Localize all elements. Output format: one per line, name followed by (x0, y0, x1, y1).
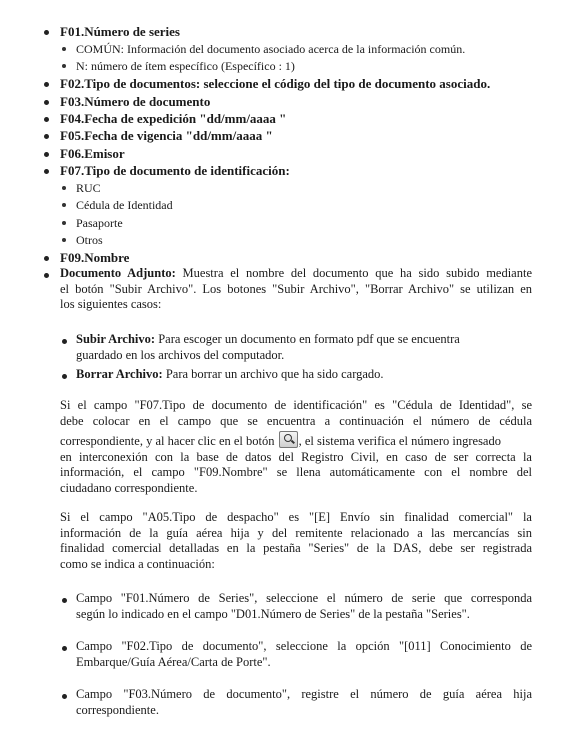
paragraph-line: ciudadano correspondiente. (60, 480, 198, 495)
paragraph-line: , el sistema verifica el número ingresado (298, 434, 501, 448)
item-label: Borrar Archivo: (76, 367, 163, 381)
field-label: F03.Número de documento (60, 94, 211, 109)
bullet-icon (62, 374, 67, 379)
campo-text: correspondiente. (76, 702, 159, 717)
paragraph-despacho (60, 510, 532, 572)
field-label: F06.Emisor (60, 146, 125, 161)
sub-bullet-icon (62, 186, 66, 190)
paragraph-line: correspondiente, y al hacer clic en el botón (60, 434, 275, 448)
field-label: F07.Tipo de documento de identificación: (60, 163, 290, 178)
bullet-icon (44, 273, 49, 278)
campo-paragraph (76, 687, 532, 718)
sub-bullet-icon (62, 238, 66, 242)
bullet-icon (44, 256, 49, 261)
bullet-icon (44, 82, 49, 87)
item-text: guardado en los archivos del computador. (76, 347, 285, 362)
campo-paragraph (76, 639, 532, 670)
bullet-icon (62, 646, 67, 651)
search-button[interactable] (279, 431, 298, 448)
field-label: F09.Nombre (60, 250, 130, 265)
field-label: F05.Fecha de vigencia "dd/mm/aaaa " (60, 128, 273, 143)
field-label: F01.Número de series (60, 24, 180, 39)
paragraph-line: información de la guía aérea hija y del remitente relacionado a las mercancías sin (60, 525, 532, 540)
bullet-icon (44, 134, 49, 139)
option-text: Pasaporte (76, 216, 123, 230)
adjunto-text: el botón "Subir Archivo". Los botones "Subir Archivo", "Borrar Archivo" se utilizan en (60, 281, 532, 296)
paragraph-line: debe colocar en el campo que se encuentra a continuación el número de cédula (60, 413, 532, 428)
bullet-icon (44, 30, 49, 35)
bullet-icon (44, 117, 49, 122)
paragraph-line: Si el campo "A05.Tipo de despacho" es "[E] Envío sin finalidad comercial" la (60, 510, 532, 524)
sub-bullet-icon (62, 203, 66, 207)
sub-paragraph (76, 332, 532, 363)
paragraph-line: finalidad comercial detalladas en la pestaña "Series" de la DAS, debe ser registrada (60, 541, 532, 555)
sub-item-text: N: número de ítem específico (Específico : 1) (76, 59, 295, 73)
item-label: Subir Archivo: (76, 332, 156, 346)
sub-bullet-icon (62, 64, 66, 68)
campo-text: según lo indicado en el campo "D01.Número de Series" de la pestaña "Series". (76, 606, 470, 621)
sub-bullet-icon (62, 221, 66, 225)
bullet-icon (44, 169, 49, 174)
paragraph-line: en interconexión con la base de datos del Registro Civil, en caso de ser correcta la (60, 449, 532, 464)
item-text: Para escoger un documento en formato pdf que se encuentra (158, 332, 460, 346)
paragraph-cedula (60, 398, 532, 496)
campo-text: Campo "F03.Número de documento", registre el número de guía aérea hija (76, 687, 532, 701)
sub-bullet-icon (62, 47, 66, 51)
bullet-icon (62, 339, 67, 344)
sub-item-text: COMÚN: Información del documento asociado acerca de la información común. (76, 42, 466, 56)
bullet-icon (62, 694, 67, 699)
sub-paragraph (76, 367, 532, 383)
campo-paragraph (76, 591, 532, 622)
field-label: F02.Tipo de documentos: seleccione el código del tipo de documento asociado. (60, 76, 491, 91)
paragraph-line: información, el campo "F09.Nombre" se llena automáticamente con el nombre del (60, 465, 532, 479)
adjunto-text: los siguientes casos: (60, 297, 162, 311)
bullet-icon (62, 598, 67, 603)
paragraph-line: como se indica a continuación: (60, 556, 215, 571)
option-text: RUC (76, 181, 101, 195)
adjunto-paragraph (60, 266, 532, 313)
bullet-icon (44, 152, 49, 157)
item-text: Para borrar un archivo que ha sido cargado. (165, 367, 384, 381)
adjunto-text: Muestra el nombre del documento que ha sido subido mediante (182, 266, 533, 280)
option-text: Cédula de Identidad (76, 198, 173, 212)
bullet-icon (44, 100, 49, 105)
campo-text: Embarque/Guía Aérea/Carta de Porte". (76, 654, 271, 669)
option-text: Otros (76, 233, 103, 247)
field-label: F04.Fecha de expedición "dd/mm/aaaa " (60, 111, 287, 126)
paragraph-line: Si el campo "F07.Tipo de documento de identificación" es "Cédula de Identidad", se (60, 398, 532, 412)
campo-text: Campo "F01.Número de Series", seleccione el número de serie que corresponda (76, 591, 532, 605)
adjunto-label: Documento Adjunto: (60, 266, 176, 280)
campo-text: Campo "F02.Tipo de documento", seleccione la opción "[011] Conocimiento de (76, 639, 532, 653)
